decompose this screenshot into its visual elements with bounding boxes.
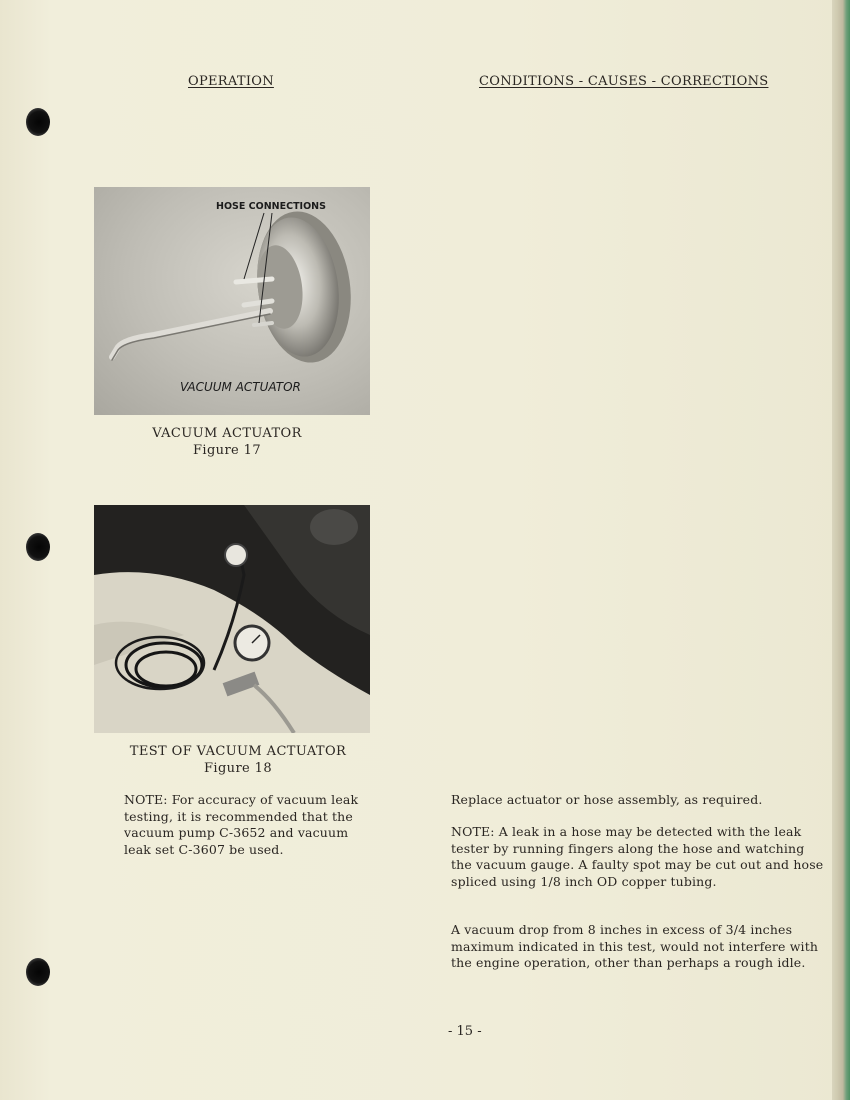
header-operation: OPERATION [188,74,274,89]
vacuum-actuator-label: VACUUM ACTUATOR [180,380,301,394]
right-paragraph-2: NOTE: A leak in a hose may be detected with the leak tester by running fingers along the hose and watching the vacuum gauge. A faulty spot may be cut out and hose spliced using 1/8 inch OD copper tubing. [451,824,824,889]
figure-18-number: Figure 18 [203,761,273,776]
left-note: NOTE: For accuracy of vacuum leak testing, it is recommended that the vacuum pump C-3652 and vacuum leak set C-3607 be used. [124,792,359,857]
figure-18-caption [110,743,366,777]
figure-17-title: VACUUM ACTUATOR [152,426,302,441]
vacuum-actuator-test-photo [94,505,370,733]
vacuum-actuator-photo [94,187,370,415]
page-edge [832,0,850,1100]
binder-hole [26,533,50,561]
figure-17-caption [120,425,334,459]
page-number: - 15 - [448,1024,482,1039]
binder-hole [26,108,50,136]
vacuum-actuator-illustration [94,187,370,415]
binder-hole [26,958,50,986]
hose-connections-label: HOSE CONNECTIONS [216,201,326,212]
figure-18-title: TEST OF VACUUM ACTUATOR [129,744,347,759]
figure-17-number: Figure 17 [192,443,262,458]
right-paragraph-3: A vacuum drop from 8 inches in excess of 3/4 inches maximum indicated in this test, would not interfere with the engine operation, other than perhaps a rough idle. [451,922,819,970]
right-paragraph-1: Replace actuator or hose assembly, as required. [451,792,763,807]
header-conditions: CONDITIONS - CAUSES - CORRECTIONS [479,74,769,89]
vacuum-test-illustration [94,505,370,733]
